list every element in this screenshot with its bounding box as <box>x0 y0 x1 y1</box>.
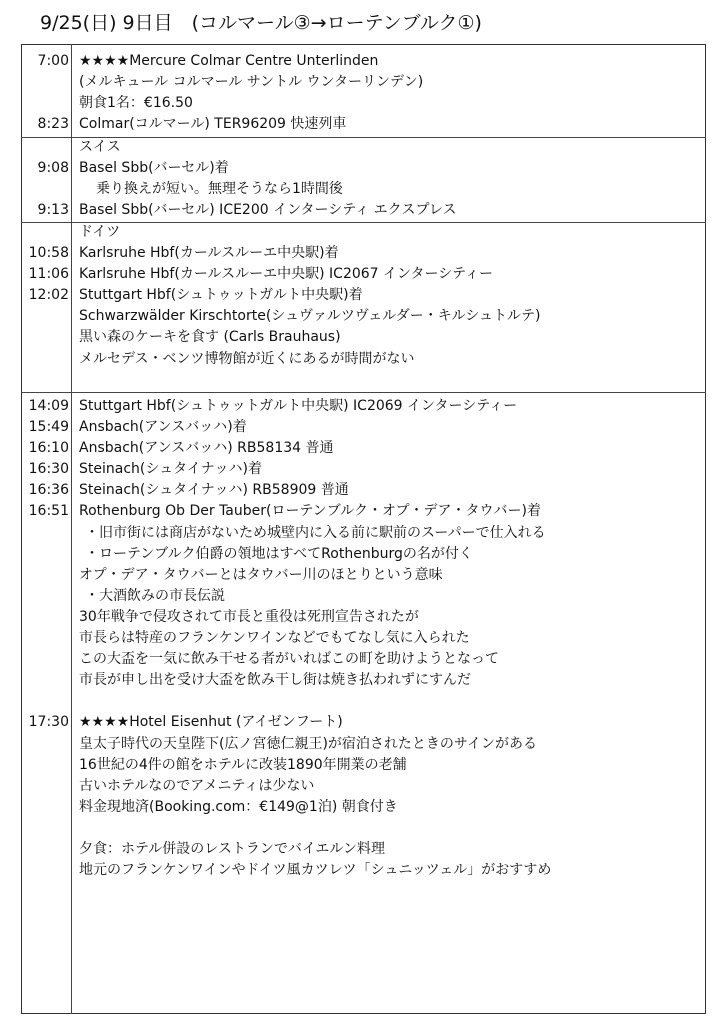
country-header <box>21 222 706 243</box>
row-note: 乗り換えが短い。無理そうなら1時間後 <box>96 181 343 198</box>
spacer <box>21 818 706 839</box>
country-header <box>21 137 706 158</box>
note-row <box>21 839 706 860</box>
section-divider <box>21 392 706 393</box>
schedule-row <box>21 396 706 417</box>
row-text: 朝食1名：€16.50 <box>79 95 193 112</box>
row-time: 12:02 <box>28 287 69 304</box>
row-time: 15:49 <box>28 419 69 436</box>
row-note: 古いホテルなのでアメニティは少ない <box>79 777 315 794</box>
note-row <box>21 860 706 881</box>
row-text: Karlsruhe Hbf(カールスルーエ中央駅)着 <box>79 245 339 262</box>
schedule-row <box>21 200 706 221</box>
note-row <box>21 776 706 797</box>
row-time: 9:08 <box>37 160 69 177</box>
row-text: 黒い森のケーキを食す (Carls Brauhaus) <box>79 329 341 346</box>
row-note: オプ・デア・タウバーとはタウバー川のほとりという意味 <box>79 566 443 583</box>
schedule-row <box>21 349 706 370</box>
row-time: 8:23 <box>37 116 69 133</box>
row-time: 14:09 <box>28 398 69 414</box>
row-time: 9:13 <box>37 202 69 219</box>
row-text: Stuttgart Hbf(シュトゥットガルト中央駅)着 <box>79 287 363 304</box>
section-switzerland <box>21 137 706 221</box>
schedule-row <box>21 264 706 285</box>
country-label: ドイツ <box>79 224 121 240</box>
row-text: Stuttgart Hbf(シュトゥットガルト中央駅) IC2069 インターシティー <box>79 398 518 414</box>
schedule-row <box>21 417 706 438</box>
row-text: Basel Sbb(バーセル) ICE200 インターシティ エクスプレス <box>79 202 457 219</box>
row-note: 夕食：ホテル併設のレストランでバイエルン料理 <box>79 840 385 857</box>
schedule-row <box>21 459 706 480</box>
schedule-row <box>21 480 706 501</box>
row-note: 料金現地済(Booking.com：€149@1泊) 朝食付き <box>79 798 398 815</box>
row-note: ・旧市街には商店がないため城壁内に入る前に駅前のスーパーで仕入れる <box>85 524 546 541</box>
row-text: Steinach(シュタイナッハ) RB58909 普通 <box>79 482 349 499</box>
row-note: 30年戦争で侵攻されて市長と重役は死刑宣告されたが <box>79 608 419 625</box>
row-text: (メルキュール コルマール サントル ウンターリンデン) <box>79 74 424 91</box>
note-row <box>21 797 706 818</box>
row-time: 16:36 <box>28 482 69 499</box>
row-text: ★★★★Mercure Colmar Centre Unterlinden <box>79 53 379 69</box>
row-time: 17:30 <box>28 714 69 731</box>
row-time: 16:30 <box>28 461 69 478</box>
row-time: 11:06 <box>28 266 69 283</box>
schedule-row <box>21 114 706 135</box>
row-note: ・大酒飲みの市長伝説 <box>85 587 225 604</box>
row-text: Ansbach(アンスバッハ) RB58134 普通 <box>79 440 334 457</box>
row-note: 市長らは特産のフランケンワインなどでもてなし気に入られた <box>79 630 470 647</box>
row-note: ・ローテンブルク伯爵の領地はすべてRothenburgの名が付く <box>85 545 473 562</box>
note-row <box>21 523 706 544</box>
row-text: メルセデス・ベンツ博物館が近くにあるが時間がない <box>79 350 415 367</box>
row-note: 16世紀の4件の館をホテルに改装1890年開業の老舗 <box>79 756 407 773</box>
schedule-row <box>21 158 706 179</box>
row-time: 16:51 <box>28 503 69 520</box>
row-text: Rothenburg Ob Der Tauber(ローテンブルク・オプ・デア・タウバー)着 <box>79 503 541 520</box>
note-row <box>21 670 706 691</box>
row-text: Steinach(シュタイナッハ)着 <box>79 461 262 478</box>
row-time: 16:10 <box>28 440 69 457</box>
row-text: Schwarzwälder Kirschtorte(シュヴァルツヴェルダー・キルシュトルテ) <box>79 308 541 325</box>
schedule-row <box>21 438 706 459</box>
row-text: Ansbach(アンスバッハ)着 <box>79 419 247 436</box>
row-time: 7:00 <box>37 53 69 69</box>
section-rothenburg <box>21 396 706 881</box>
country-label: スイス <box>79 139 121 155</box>
note-row <box>21 565 706 586</box>
note-row <box>21 649 706 670</box>
row-note: 皇太子時代の天皇陛下(広ノ宮徳仁親王)が宿泊されたときのサインがある <box>79 735 537 752</box>
note-row <box>21 586 706 607</box>
schedule-row <box>21 285 706 306</box>
row-text: Colmar(コルマール) TER96209 快速列車 <box>79 116 347 133</box>
schedule-row <box>21 501 706 522</box>
schedule-row <box>21 306 706 327</box>
row-note: この大盃を一気に飲み干せる者がいればこの町を助けようとなって <box>79 651 499 668</box>
note-row <box>21 544 706 565</box>
schedule-row <box>21 179 706 200</box>
note-row <box>21 628 706 649</box>
row-text: ★★★★Hotel Eisenhut (アイゼンフート) <box>79 714 343 731</box>
schedule-row <box>21 327 706 348</box>
schedule-row <box>21 93 706 114</box>
schedule-row <box>21 712 706 733</box>
page-title: 9/25(日) 9日目 (コルマール③→ローテンブルク①) <box>40 12 482 34</box>
section-colmar <box>21 51 706 135</box>
note-row <box>21 755 706 776</box>
row-note: 地元のフランケンワインやドイツ風カツレツ「シュニッツェル」がおすすめ <box>79 862 552 879</box>
section-germany <box>21 222 706 370</box>
spacer <box>21 691 706 712</box>
row-note: 市長が申し出を受け大盃を飲み干し街は焼き払われずにすんだ <box>79 672 471 689</box>
schedule-row <box>21 51 706 72</box>
schedule-row <box>21 243 706 264</box>
row-text: Karlsruhe Hbf(カールスルーエ中央駅) IC2067 インターシティー <box>79 266 494 283</box>
row-text: Basel Sbb(バーセル)着 <box>79 160 229 177</box>
row-time: 10:58 <box>28 245 69 262</box>
note-row <box>21 734 706 755</box>
schedule-row <box>21 72 706 93</box>
note-row <box>21 607 706 628</box>
